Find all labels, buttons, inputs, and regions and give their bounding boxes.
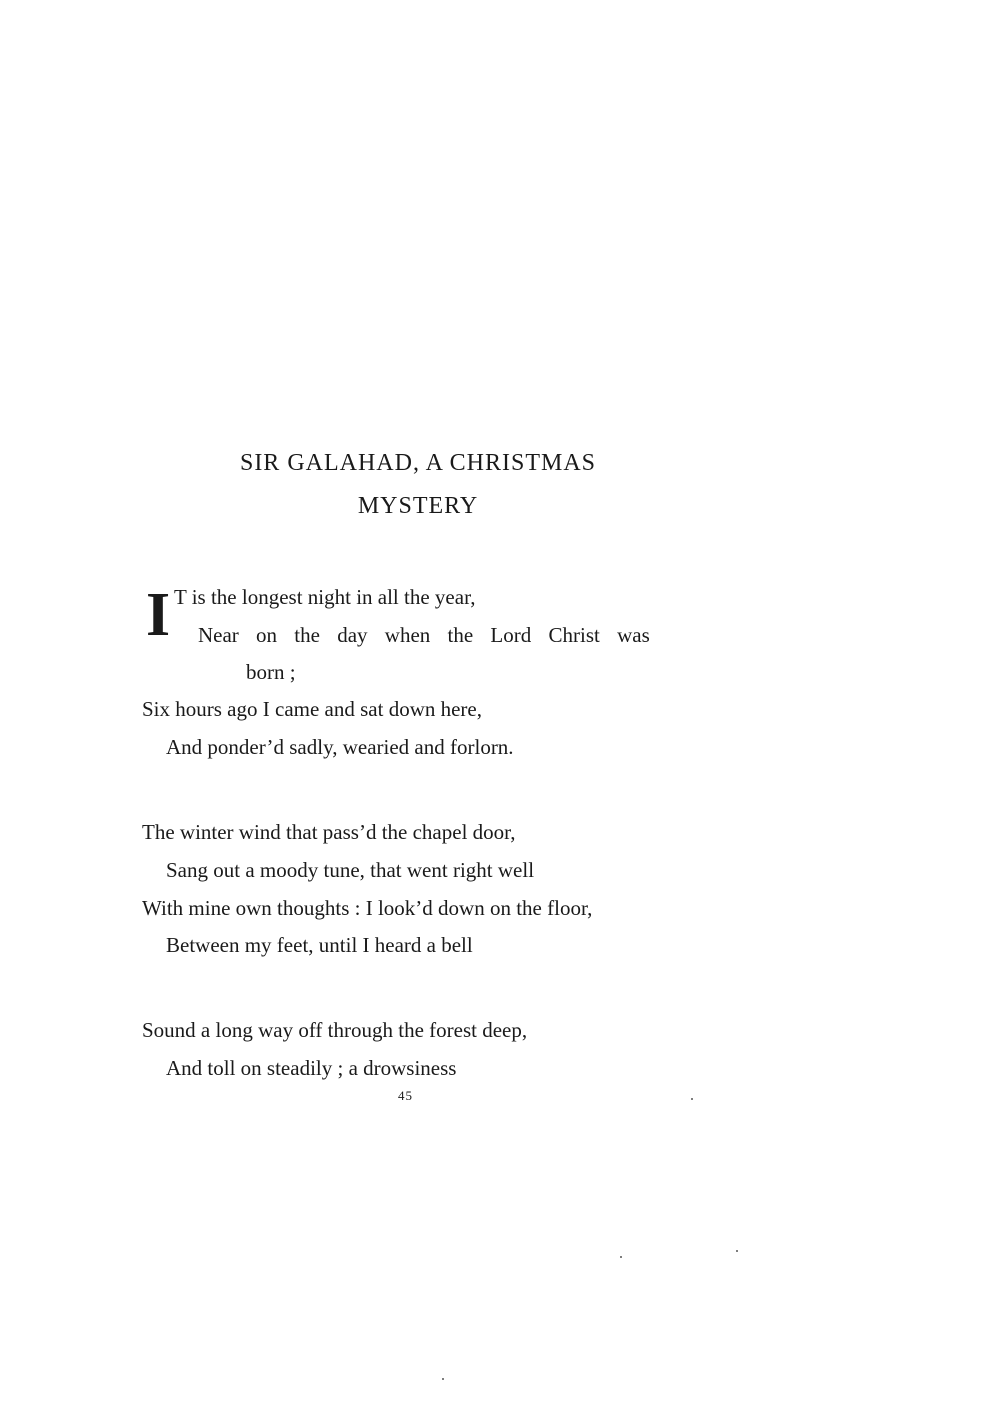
scan-speck	[442, 1378, 444, 1380]
scan-speck	[736, 1250, 738, 1252]
verse-line: And ponder’d sadly, wearied and forlorn.	[166, 735, 514, 759]
poem-title-continued: MYSTERY	[357, 493, 479, 519]
verse-line: The winter wind that pass’d the chapel door,	[142, 820, 516, 844]
scan-speck	[691, 1098, 693, 1100]
verse-line: T is the longest night in all the year,	[174, 585, 476, 609]
scan-speck	[620, 1256, 622, 1258]
verse-line: Sound a long way off through the forest deep,	[142, 1018, 528, 1042]
poem-title: SIR GALAHAD, A CHRISTMAS	[239, 450, 597, 476]
verse-line-continued: born ;	[246, 660, 296, 684]
verse-line: Six hours ago I came and sat down here,	[142, 697, 482, 721]
verse-line: And toll on steadily ; a drowsiness	[166, 1056, 457, 1080]
verse-line: With mine own thoughts : I look’d down on the floor,	[142, 896, 593, 920]
verse-line: Sang out a moody tune, that went right well	[166, 858, 535, 882]
drop-cap: I	[146, 581, 171, 649]
verse-line: Between my feet, until I heard a bell	[166, 933, 473, 957]
page-number: 45	[398, 1088, 413, 1103]
verse-line: Near on the day when the Lord Christ was	[198, 623, 650, 647]
